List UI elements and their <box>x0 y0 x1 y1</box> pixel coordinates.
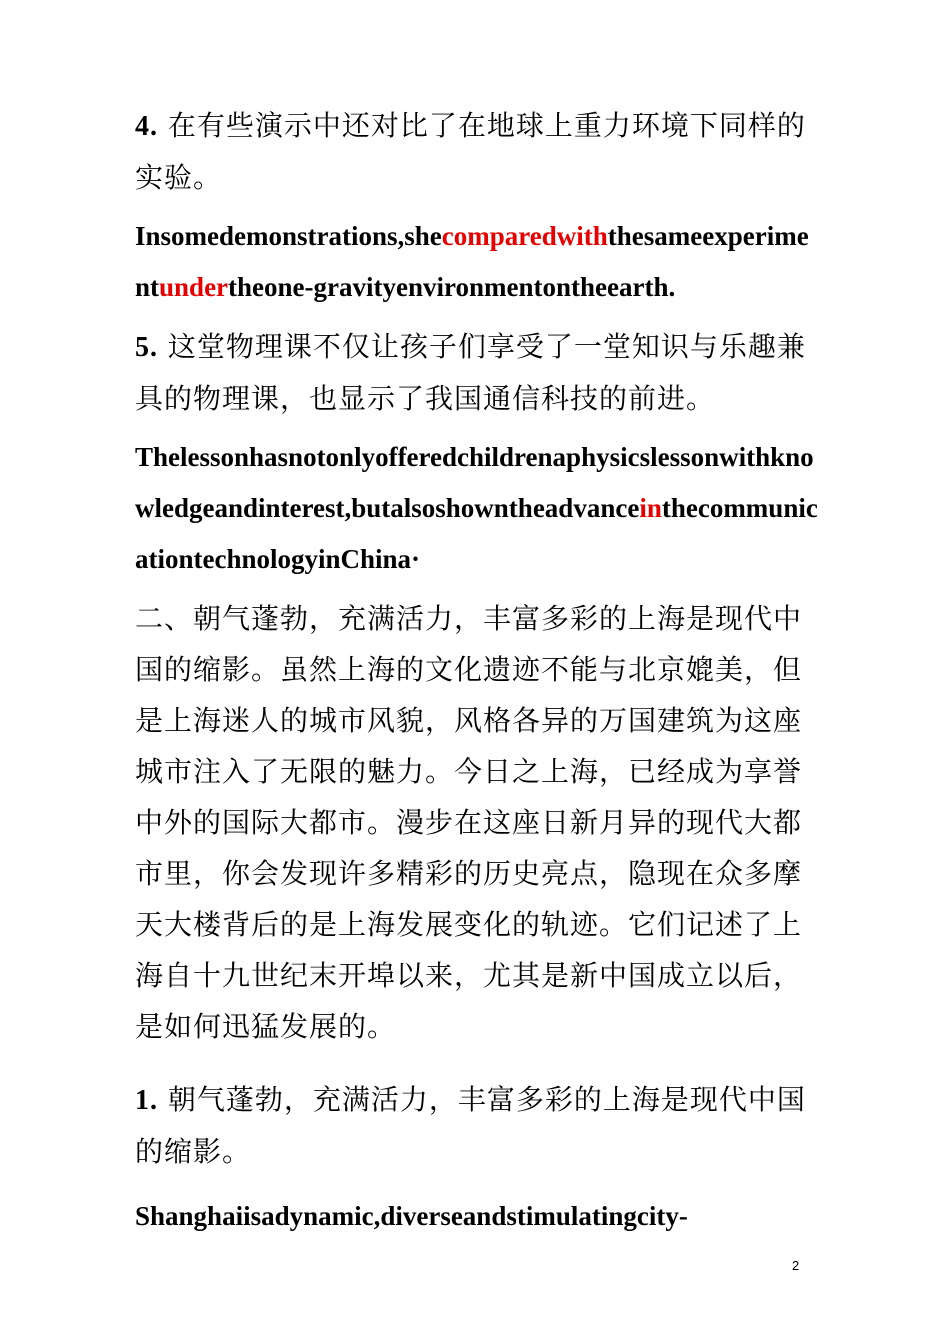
item-4-highlight-under: under <box>159 272 229 302</box>
item-4-english-part-1: Insomedemonstrations,she <box>135 221 442 251</box>
section-2-paragraph: 二、朝气蓬勃，充满活力，丰富多彩的上海是现代中国的缩影。虽然上海的文化遗迹不能与北京媲美，但是上海迷人的城市风貌，风格各异的万国建筑为这座城市注入了无限的魅力。今日之上海，已经成为享誉中外的国际大都市。漫步在这座日新月异的现代大都市里，你会发现许多精彩的历史亮点，隐现在众多摩天大楼背后的是上海发展变化的轨迹。它们记述了上海自十九世纪末开埠以来，尤其是新中国成立以后，是如何迅猛发展的。 <box>135 602 803 1043</box>
item-4-english-part-3: thesameexperiment <box>135 221 809 302</box>
document-page <box>135 100 820 1242</box>
item-4-english <box>135 211 820 313</box>
item-5-number: 5. <box>135 332 158 363</box>
item-5-english-part-3: thecommunicationtechnologyinChina· <box>135 493 818 574</box>
item-5-chinese <box>135 321 820 424</box>
item-4-chinese-text: 在有些演示中还对比了在地球上重力环境下同样的实验。 <box>135 109 806 194</box>
item-4-highlight-compared-with: comparedwith <box>441 221 608 251</box>
item-5-english <box>135 432 820 585</box>
page-number: 2 <box>792 1258 800 1273</box>
item-4-english-part-5: theone-gravityenvironmentontheearth. <box>228 272 676 302</box>
item-4-number: 4. <box>135 111 158 142</box>
item-1-english: Shanghaiisadynamic,diverseandstimulatingcity- <box>135 1201 688 1231</box>
item-5-english-part-1: Thelessonhasnotonlyofferedchildrenaphysicslessonwithknowledgeandinterest,butalsoshowntheadvance <box>135 442 814 523</box>
item-1-chinese <box>135 1074 820 1177</box>
item-5-chinese-text: 这堂物理课不仅让孩子们享受了一堂知识与乐趣兼具的物理课，也显示了我国通信科技的前进。 <box>135 330 806 415</box>
item-1-chinese-text: 朝气蓬勃，充满活力，丰富多彩的上海是现代中国的缩影。 <box>135 1083 806 1168</box>
item-5-highlight-in: in <box>639 493 662 523</box>
item-4-chinese <box>135 100 820 203</box>
item-1-number: 1. <box>135 1085 158 1116</box>
